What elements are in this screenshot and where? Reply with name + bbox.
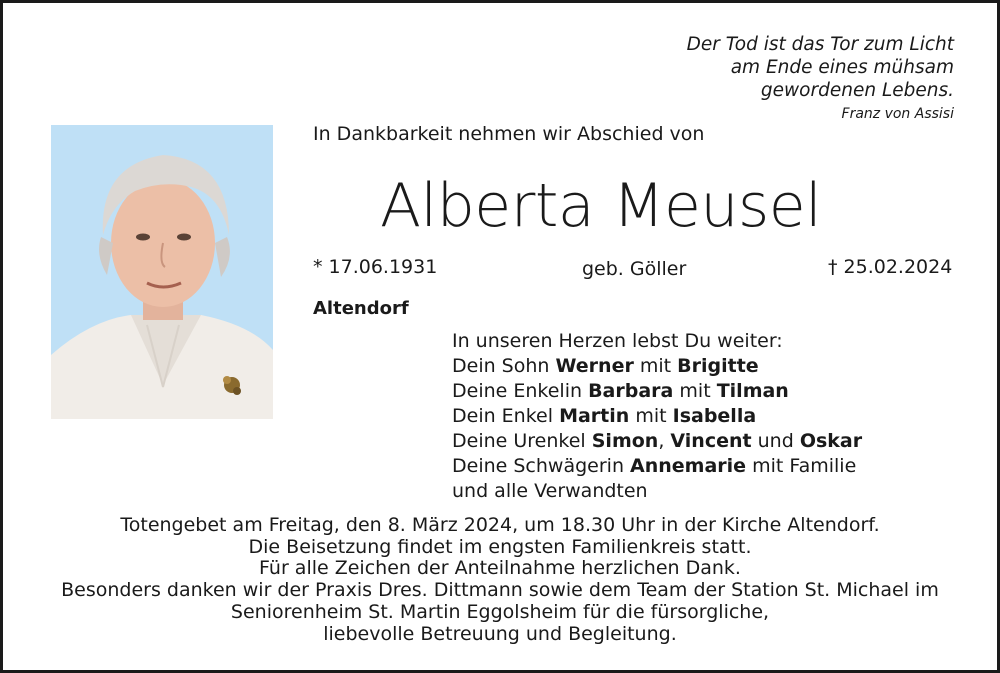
portrait-photo [51,125,273,419]
quote-line: gewordenen Lebens. [760,80,954,101]
relation-text: Deine Urenkel [452,430,592,452]
notice-line: Die Beisetzung findet im engsten Familienkreis statt. [248,535,752,558]
quote-line: am Ende eines mühsam [730,57,954,78]
deceased-name: Alberta Meusel [380,171,822,241]
family-list [452,329,862,504]
relative-name: Tilman [716,380,789,402]
notice-line: Seniorenheim St. Martin Eggolsheim für die fürsorgliche, [230,600,770,623]
notice-line: liebevolle Betreuung und Begleitung. [323,622,677,645]
birth-date: * 17.06.1931 [313,256,438,278]
family-line: In unseren Herzen lebst Du weiter: [452,330,783,352]
connector-text: mit Familie [746,455,857,477]
family-line [452,404,862,429]
funeral-notice [3,515,997,645]
relation-text: Deine Enkelin [452,380,589,402]
notice-line: Totengebet am Freitag, den 8. März 2024, um 18.30 Uhr in der Kirche Altendorf. [120,514,880,536]
relative-name: Barbara [588,380,674,402]
relative-name: Isabella [672,405,757,427]
death-date: † 25.02.2024 [828,256,953,278]
family-line [452,354,862,379]
family-line [452,429,862,454]
relative-name: Simon [591,430,659,452]
connector-text: mit [629,405,673,427]
notice-line: Besonders danken wir der Praxis Dres. Dittmann sowie dem Team der Station St. Michael im [61,579,939,602]
relation-text: Dein Sohn [452,355,556,377]
intro-text: In Dankbarkeit nehmen wir Abschied von [313,123,705,145]
notice-line: Für alle Zeichen der Anteilnahme herzlichen Dank. [259,557,741,580]
relative-name: Werner [555,355,634,377]
quote-block [687,33,954,126]
relative-name: Vincent [670,430,752,452]
hometown: Altendorf [313,298,409,319]
relative-name: Martin [559,405,630,427]
connector-text: , [658,430,671,452]
connector-text: mit [633,355,678,377]
connector-text: mit [673,380,717,402]
maiden-name: geb. Göller [582,258,687,280]
family-line [452,454,862,479]
connector-text: und [751,430,800,452]
relation-text: Deine Schwägerin [452,455,631,477]
family-line [452,379,862,404]
family-line: und alle Verwandten [452,480,648,502]
relation-text: Dein Enkel [452,405,560,427]
quote-author: Franz von Assisi [841,106,954,122]
relative-name: Brigitte [677,355,759,377]
relative-name: Annemarie [630,455,747,477]
portrait-illustration [51,125,273,419]
relative-name: Oskar [799,430,863,452]
quote-line: Der Tod ist das Tor zum Licht [686,34,954,55]
